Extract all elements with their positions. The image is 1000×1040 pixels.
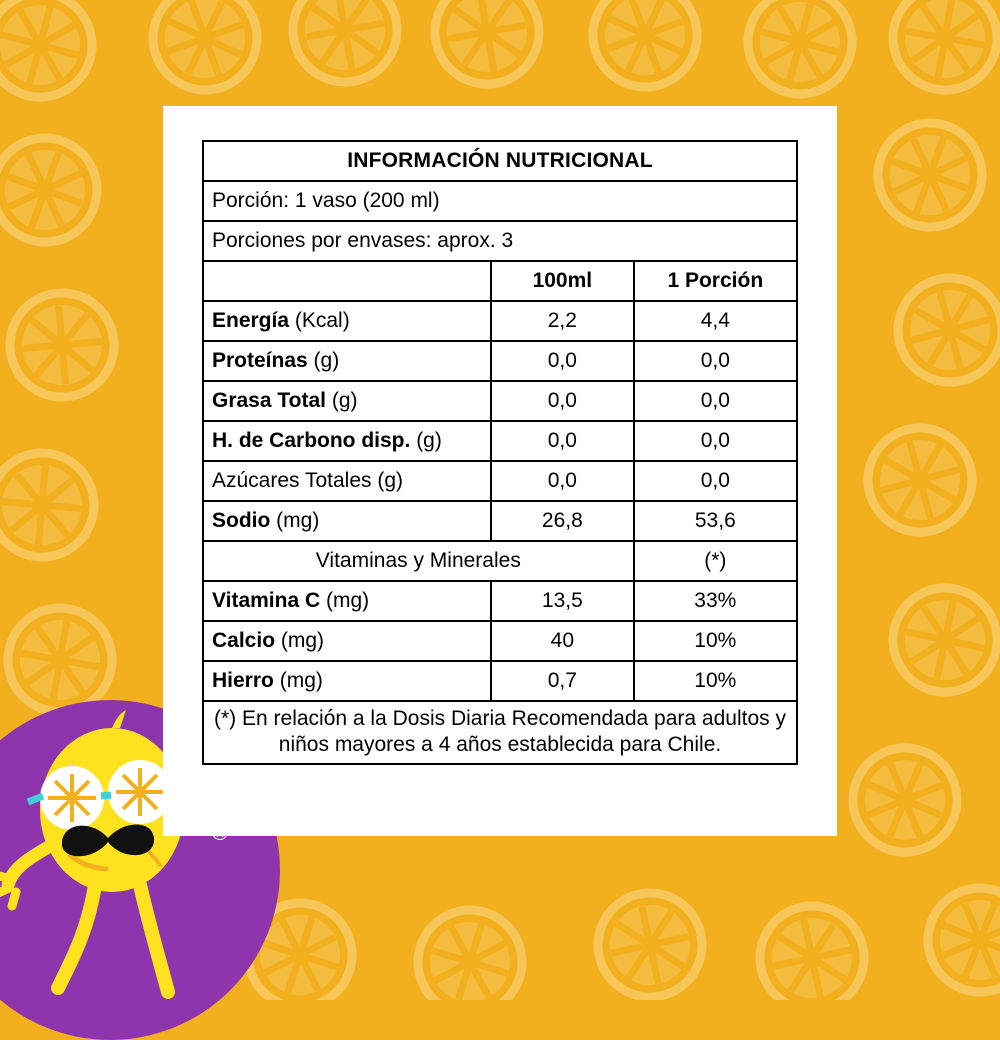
nutrient-name: Azúcares Totales xyxy=(212,468,372,492)
nutrient-unit: (g) xyxy=(331,388,358,412)
table-row xyxy=(203,501,797,541)
nutrient-value-100ml: 40 xyxy=(491,621,634,661)
nutrient-unit: (g) xyxy=(313,348,340,372)
nutrient-label-carbohidratos xyxy=(203,421,491,461)
nutrient-label-energia xyxy=(203,301,491,341)
portions-per-container-text: Porciones por envases: aprox. 3 xyxy=(203,221,797,261)
nutrient-label-grasa-total xyxy=(203,381,491,421)
nutrient-unit: (mg) xyxy=(276,508,320,532)
nutrient-unit: (g) xyxy=(377,468,404,492)
nutrient-label-vitamina-c xyxy=(203,581,491,621)
nutrient-name: Sodio xyxy=(212,508,271,532)
nutrient-unit: (mg) xyxy=(279,668,323,692)
column-header-empty xyxy=(203,261,491,301)
table-row-header xyxy=(203,261,797,301)
nutrient-name: Proteínas xyxy=(212,348,308,372)
nutrient-label-proteinas xyxy=(203,341,491,381)
table-row xyxy=(203,581,797,621)
nutrient-value-portion: 10% xyxy=(634,621,797,661)
table-row-portion xyxy=(203,181,797,221)
nutrient-value-portion: 0,0 xyxy=(634,421,797,461)
table-row xyxy=(203,341,797,381)
nutrient-unit: (mg) xyxy=(326,588,370,612)
nutrient-value-portion: 0,0 xyxy=(634,341,797,381)
table-row xyxy=(203,621,797,661)
column-header-portion: 1 Porción xyxy=(634,261,797,301)
nutrient-value-portion: 0,0 xyxy=(634,381,797,421)
table-row-vitamins-header xyxy=(203,541,797,581)
nutrient-value-100ml: 2,2 xyxy=(491,301,634,341)
nutrient-label-hierro xyxy=(203,661,491,701)
nutrient-value-portion: 0,0 xyxy=(634,461,797,501)
nutrient-value-portion: 53,6 xyxy=(634,501,797,541)
nutrient-value-100ml: 0,0 xyxy=(491,381,634,421)
nutrient-value-100ml: 13,5 xyxy=(491,581,634,621)
nutrient-value-100ml: 0,0 xyxy=(491,461,634,501)
nutrition-label-card xyxy=(163,106,837,836)
table-row xyxy=(203,421,797,461)
page-title: INFORMACIÓN NUTRICIONAL xyxy=(203,141,797,181)
nutrient-label-sodio xyxy=(203,501,491,541)
nutrient-unit: (mg) xyxy=(280,628,325,652)
column-header-100ml: 100ml xyxy=(491,261,634,301)
table-row xyxy=(203,661,797,701)
nutrient-label-calcio xyxy=(203,621,491,661)
nutrient-name: Hierro xyxy=(212,668,274,692)
nutrient-value-100ml: 26,8 xyxy=(491,501,634,541)
nutrient-unit: (g) xyxy=(416,428,442,452)
nutrient-value-100ml: 0,7 xyxy=(491,661,634,701)
vitamins-minerals-label: Vitaminas y Minerales xyxy=(203,541,634,581)
footnote-text: (*) En relación a la Dosis Diaria Recomendada para adultos y niños mayores a 4 años establecida para Chile. xyxy=(203,701,797,764)
nutrient-unit: (Kcal) xyxy=(294,308,350,332)
portion-text: Porción: 1 vaso (200 ml) xyxy=(203,181,797,221)
table-row xyxy=(203,461,797,501)
nutrient-label-azucares-totales xyxy=(203,461,491,501)
nutrient-name: Calcio xyxy=(212,628,276,652)
table-row xyxy=(203,381,797,421)
nutrient-value-portion: 4,4 xyxy=(634,301,797,341)
table-row xyxy=(203,301,797,341)
nutrient-value-portion: 33% xyxy=(634,581,797,621)
nutrient-name: Vitamina C xyxy=(212,588,321,612)
table-row-title xyxy=(203,141,797,181)
nutrition-table xyxy=(202,140,798,765)
table-row-portions-per-container xyxy=(203,221,797,261)
nutrient-value-100ml: 0,0 xyxy=(491,421,634,461)
nutrient-name: H. de Carbono disp. xyxy=(212,428,411,452)
nutrient-value-portion: 10% xyxy=(634,661,797,701)
nutrient-name: Energía xyxy=(212,308,290,332)
nutrient-name: Grasa Total xyxy=(212,388,326,412)
table-row-footnote xyxy=(203,701,797,764)
vitamins-minerals-note: (*) xyxy=(634,541,797,581)
nutrient-value-100ml: 0,0 xyxy=(491,341,634,381)
